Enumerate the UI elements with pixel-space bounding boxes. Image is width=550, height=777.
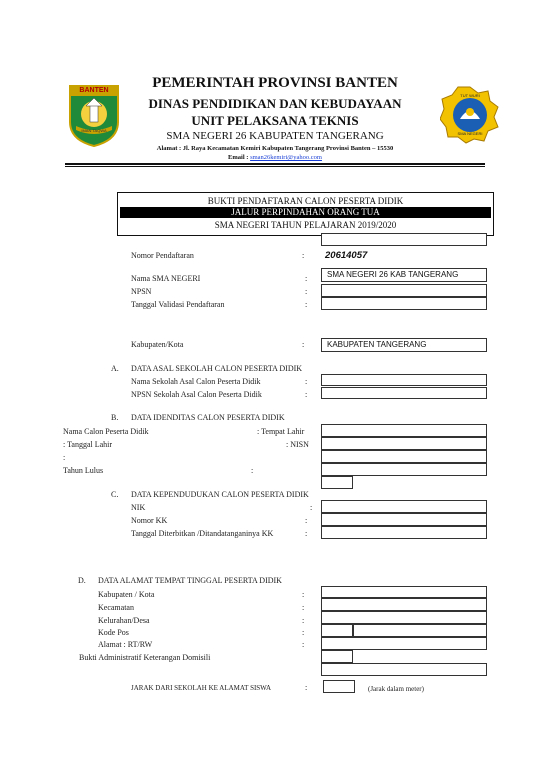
title-line1: BUKTI PENDAFTARAN CALON PESERTA DIDIK xyxy=(207,196,404,206)
alamat-rtrw-field[interactable] xyxy=(321,637,487,650)
nomor-pendaftaran-value: 20614057 xyxy=(325,250,368,261)
nomor-kk-label: Nomor KK xyxy=(131,516,168,525)
tanggal-nisn-field[interactable] xyxy=(321,437,487,450)
section-d-letter: D. xyxy=(78,576,86,585)
alamat-rtrw-label: Alamat : RT/RW xyxy=(98,640,153,649)
npsn-sekolah-asal-label: NPSN Sekolah Asal Calon Peserta Didik xyxy=(131,390,262,399)
kodepos-extra-field[interactable] xyxy=(353,624,487,637)
kelurahan-label: Kelurahan/Desa xyxy=(98,616,150,625)
kabupaten-colon: : xyxy=(302,340,305,349)
nomor-kk-field[interactable] xyxy=(321,513,487,526)
npsn-colon: : xyxy=(305,287,308,296)
title-line3: SMA NEGERI TAHUN PELAJARAN 2019/2020 xyxy=(214,220,397,230)
bukti-domisili-label: Bukti Administratif Keterangan Domisili xyxy=(79,653,211,662)
tanggal-validasi-field[interactable] xyxy=(321,297,487,310)
nik-label: NIK xyxy=(131,503,146,512)
header-line3: UNIT PELAKSANA TEKNIS xyxy=(191,113,359,128)
section-a-title: DATA ASAL SEKOLAH CALON PESERTA DIDIK xyxy=(131,364,303,373)
kodepos-label: Kode Pos xyxy=(98,628,129,637)
section-b-title: DATA IDENDITAS CALON PESERTA DIDIK xyxy=(131,413,285,422)
kabupaten-field[interactable]: KABUPATEN TANGERANG xyxy=(321,338,487,352)
title-side-box xyxy=(321,233,487,246)
alamat-rtrw-colon: : xyxy=(302,640,305,649)
tut-wuri-logo-text-bottom: SMA NEGERI xyxy=(457,131,483,136)
header-line1: PEMERINTAH PROVINSI BANTEN xyxy=(152,75,398,91)
tempat-lahir-label: : Tempat Lahir xyxy=(257,427,305,436)
kabupaten-label: Kabupaten/Kota xyxy=(131,340,184,349)
header-divider-thick xyxy=(65,163,485,165)
nomor-pendaftaran-label: Nomor Pendaftaran xyxy=(131,251,194,260)
bukti-domisili-extra-field[interactable] xyxy=(321,663,487,676)
header-email-line xyxy=(0,153,550,162)
tahun-lulus-field[interactable] xyxy=(321,463,487,476)
bukti-domisili-field[interactable] xyxy=(321,650,353,663)
nama-sma-field[interactable]: SMA NEGERI 26 KAB TANGERANG xyxy=(321,268,487,282)
nama-sekolah-asal-label: Nama Sekolah Asal Calon Peserta Didik xyxy=(131,377,261,386)
section-b-letter: B. xyxy=(111,413,119,422)
section-a-letter: A. xyxy=(111,364,119,373)
tanggal-lahir-label: : Tanggal Lahir xyxy=(63,440,113,449)
nik-field[interactable] xyxy=(321,500,487,513)
title-line2: JALUR PERPINDAHAN ORANG TUA xyxy=(120,207,491,218)
tut-wuri-logo-text-top: TUT WURI xyxy=(460,93,480,98)
npsn-sekolah-asal-colon: : xyxy=(305,390,308,399)
kelurahan-field[interactable] xyxy=(321,611,487,624)
header-address: Alamat : Jl. Raya Kecamatan Kemiri Kabupaten Tangerang Provinsi Banten – 15530 xyxy=(156,145,394,152)
alamat-kabupaten-field[interactable] xyxy=(321,586,487,598)
kodepos-colon: : xyxy=(302,628,305,637)
alamat-kabupaten-colon: : xyxy=(302,590,305,599)
header-divider-thin xyxy=(65,166,485,167)
tanggal-validasi-colon: : xyxy=(305,300,308,309)
nama-sekolah-asal-colon: : xyxy=(305,377,308,386)
npsn-field[interactable] xyxy=(321,284,487,297)
kecamatan-field[interactable] xyxy=(321,598,487,611)
tahun-lulus-small-field[interactable] xyxy=(321,476,353,489)
jarak-field[interactable] xyxy=(323,680,355,693)
kodepos-field[interactable] xyxy=(321,624,353,637)
header-line2: DINAS PENDIDIKAN DAN KEBUDAYAAN xyxy=(148,96,402,111)
nomor-kk-colon: : xyxy=(305,516,308,525)
jarak-label: JARAK DARI SEKOLAH KE ALAMAT SISWA xyxy=(131,684,272,692)
section-c-letter: C. xyxy=(111,490,119,499)
kecamatan-label: Kecamatan xyxy=(98,603,134,612)
kecamatan-colon: : xyxy=(302,603,305,612)
nama-tempat-field[interactable] xyxy=(321,424,487,437)
tanggal-kk-colon: : xyxy=(305,529,308,538)
npsn-sekolah-asal-field[interactable] xyxy=(321,387,487,399)
nama-sekolah-asal-field[interactable] xyxy=(321,374,487,386)
tanggal-validasi-label: Tanggal Validasi Pendaftaran xyxy=(131,300,225,309)
nisn-label: : NISN xyxy=(286,440,309,449)
banten-logo-text: BANTEN xyxy=(79,87,109,94)
tanggal-kk-field[interactable] xyxy=(321,526,487,539)
nama-sma-label: Nama SMA NEGERI xyxy=(131,274,201,283)
section-d-title: DATA ALAMAT TEMPAT TINGGAL PESERTA DIDIK xyxy=(98,576,282,585)
email-link[interactable]: sman26kemiri@yahoo.com xyxy=(250,154,322,161)
section-c-title: DATA KEPENDUDUKAN CALON PESERTA DIDIK xyxy=(131,490,309,499)
banten-logo-ribbon-text: IMAN TAQWA xyxy=(81,128,107,133)
tahun-lulus-label: Tahun Lulus xyxy=(63,466,104,475)
header-line4: SMA NEGERI 26 KABUPATEN TANGERANG xyxy=(166,130,384,142)
tahun-lulus-colon: : xyxy=(251,466,254,475)
email-label: Email : xyxy=(228,154,251,161)
nama-calon-label: Nama Calon Peserta Didik xyxy=(63,427,149,436)
nik-colon: : xyxy=(310,503,313,512)
npsn-label: NPSN xyxy=(131,287,152,296)
kelurahan-colon: : xyxy=(302,616,305,625)
nomor-colon: : xyxy=(302,251,305,260)
nama-sma-colon: : xyxy=(305,274,308,283)
tanggal-kk-label: Tanggal Diterbitkan /Ditandatanganinya KK xyxy=(131,529,274,538)
alamat-kabupaten-label: Kabupaten / Kota xyxy=(98,590,155,599)
extra-colon: : xyxy=(63,453,66,462)
jarak-colon: : xyxy=(305,683,308,692)
extra-field[interactable] xyxy=(321,450,487,463)
jarak-unit: (Jarak dalam meter) xyxy=(368,685,424,693)
